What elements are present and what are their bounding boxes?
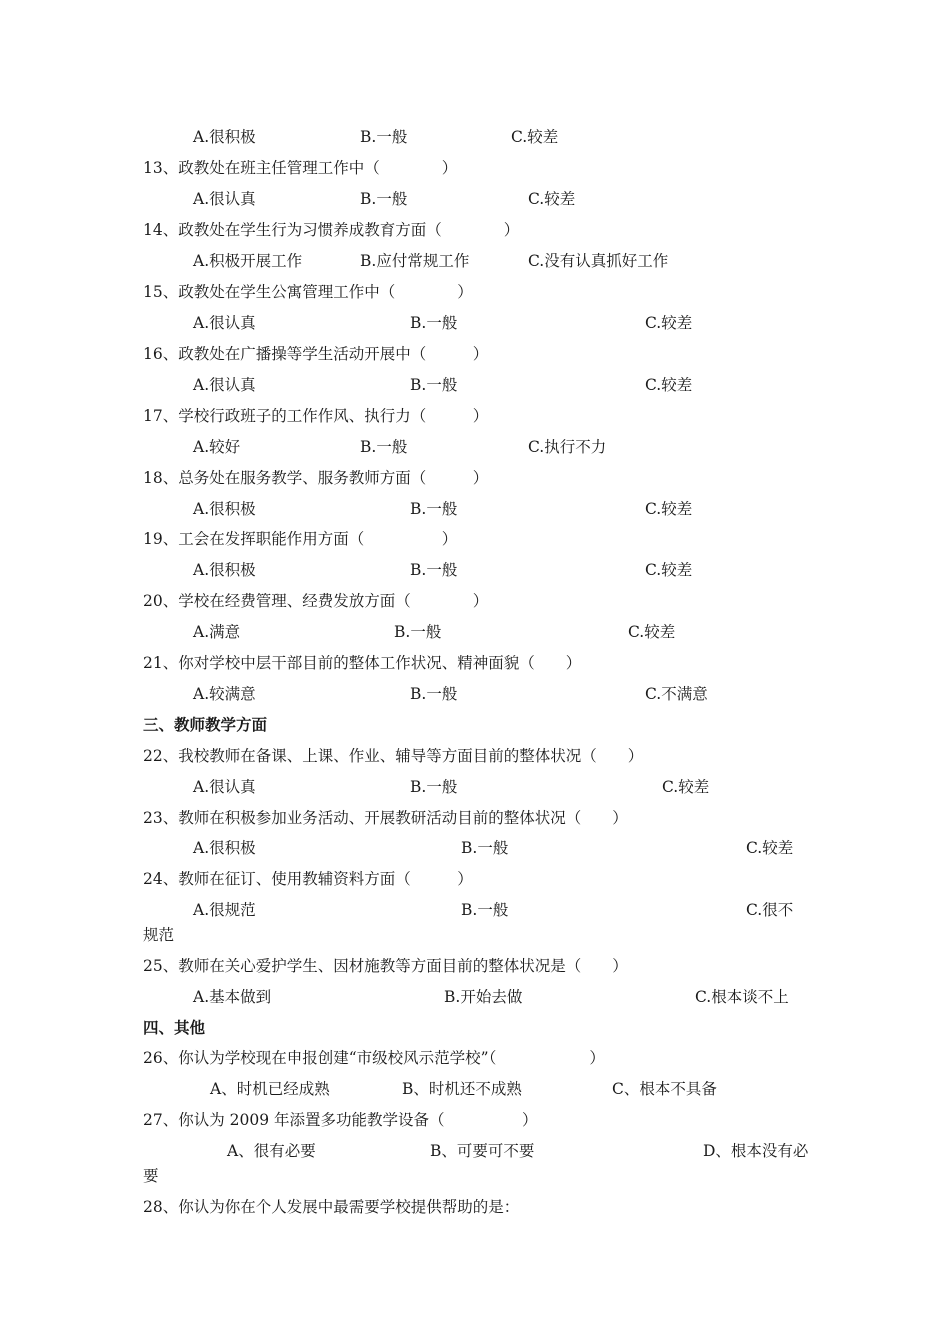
question-27: 27、你认为 2009 年添置多功能教学设备（ ） <box>143 1111 538 1129</box>
option-a: A.较满意 <box>193 685 256 703</box>
option-a: A.积极开展工作 <box>193 252 303 270</box>
option-c: C.较差 <box>628 623 676 641</box>
option-c: C.较差 <box>645 561 693 579</box>
option-c: C.根本谈不上 <box>695 988 789 1006</box>
option-a: A.很积极 <box>193 500 256 518</box>
wrapped-text: 规范 <box>143 926 175 944</box>
option-c: C.较差 <box>528 190 576 208</box>
question-23: 23、教师在积极参加业务活动、开展教研活动目前的整体状况（ ） <box>143 809 628 827</box>
option-a: A.基本做到 <box>193 988 272 1006</box>
option-b: B.一般 <box>410 314 458 332</box>
wrapped-text: 要 <box>143 1167 159 1185</box>
question-18: 18、总务处在服务教学、服务教师方面（ ） <box>143 469 489 487</box>
option-a: A、很有必要 <box>227 1142 316 1160</box>
option-a: A.很积极 <box>193 839 256 857</box>
option-a: A.很认真 <box>193 376 256 394</box>
question-16: 16、政教处在广播操等学生活动开展中（ ） <box>143 345 489 363</box>
option-c: C.执行不力 <box>528 438 607 456</box>
option-a: A.很认真 <box>193 778 256 796</box>
option-c: C.较差 <box>746 839 794 857</box>
option-a: A.很认真 <box>193 314 256 332</box>
question-19: 19、工会在发挥职能作用方面（ ） <box>143 530 458 548</box>
question-13: 13、政教处在班主任管理工作中（ ） <box>143 159 458 177</box>
option-a: A.较好 <box>193 438 241 456</box>
option-c: C.较差 <box>645 376 693 394</box>
question-17: 17、学校行政班子的工作作风、执行力（ ） <box>143 407 489 425</box>
option-a: A.满意 <box>193 623 241 641</box>
option-a: A.很认真 <box>193 190 256 208</box>
option-c: C.较差 <box>645 500 693 518</box>
option-c: C.不满意 <box>645 685 708 703</box>
option-a: A.很积极 <box>193 561 256 579</box>
option-b: B.一般 <box>410 685 458 703</box>
option-c: C.没有认真抓好工作 <box>528 252 669 270</box>
question-26: 26、你认为学校现在申报创建“市级校风示范学校”（ ） <box>143 1049 605 1067</box>
option-b: B.一般 <box>461 839 509 857</box>
option-b: B.一般 <box>410 500 458 518</box>
question-25: 25、教师在关心爱护学生、因材施教等方面目前的整体状况是（ ） <box>143 957 628 975</box>
option-b: B.一般 <box>394 623 442 641</box>
question-21: 21、你对学校中层干部目前的整体工作状况、精神面貌（ ） <box>143 654 582 672</box>
option-b: B.一般 <box>461 901 509 919</box>
option-b: B.一般 <box>410 376 458 394</box>
option-b: B.一般 <box>410 561 458 579</box>
option-a: A.很规范 <box>193 901 256 919</box>
option-b: B.一般 <box>360 128 408 146</box>
question-15: 15、政教处在学生公寓管理工作中（ ） <box>143 283 473 301</box>
option-c: C.较差 <box>645 314 693 332</box>
question-24: 24、教师在征订、使用教辅资料方面（ ） <box>143 870 473 888</box>
question-28: 28、你认为你在个人发展中最需要学校提供帮助的是： <box>143 1198 520 1216</box>
section-heading: 三、教师教学方面 <box>143 715 268 734</box>
option-b: B.一般 <box>410 778 458 796</box>
option-c: C、根本不具备 <box>612 1080 717 1098</box>
option-b: B.一般 <box>360 438 408 456</box>
question-22: 22、我校教师在备课、上课、作业、辅导等方面目前的整体状况（ ） <box>143 747 644 765</box>
option-a: A.很积极 <box>193 128 256 146</box>
option-b: B.开始去做 <box>444 988 523 1006</box>
question-20: 20、学校在经费管理、经费发放方面（ ） <box>143 592 489 610</box>
option-b: B、可要可不要 <box>430 1142 535 1160</box>
option-a: A、时机已经成熟 <box>210 1080 330 1098</box>
question-14: 14、政教处在学生行为习惯养成教育方面（ ） <box>143 221 520 239</box>
option-b: B.应付常规工作 <box>360 252 470 270</box>
option-c: C.较差 <box>511 128 559 146</box>
option-c: C.较差 <box>662 778 710 796</box>
option-b: B.一般 <box>360 190 408 208</box>
option-b: B、时机还不成熟 <box>402 1080 522 1098</box>
option-d: D、根本没有必 <box>703 1142 809 1160</box>
section-heading: 四、其他 <box>143 1018 206 1037</box>
option-c: C.很不 <box>746 901 794 919</box>
